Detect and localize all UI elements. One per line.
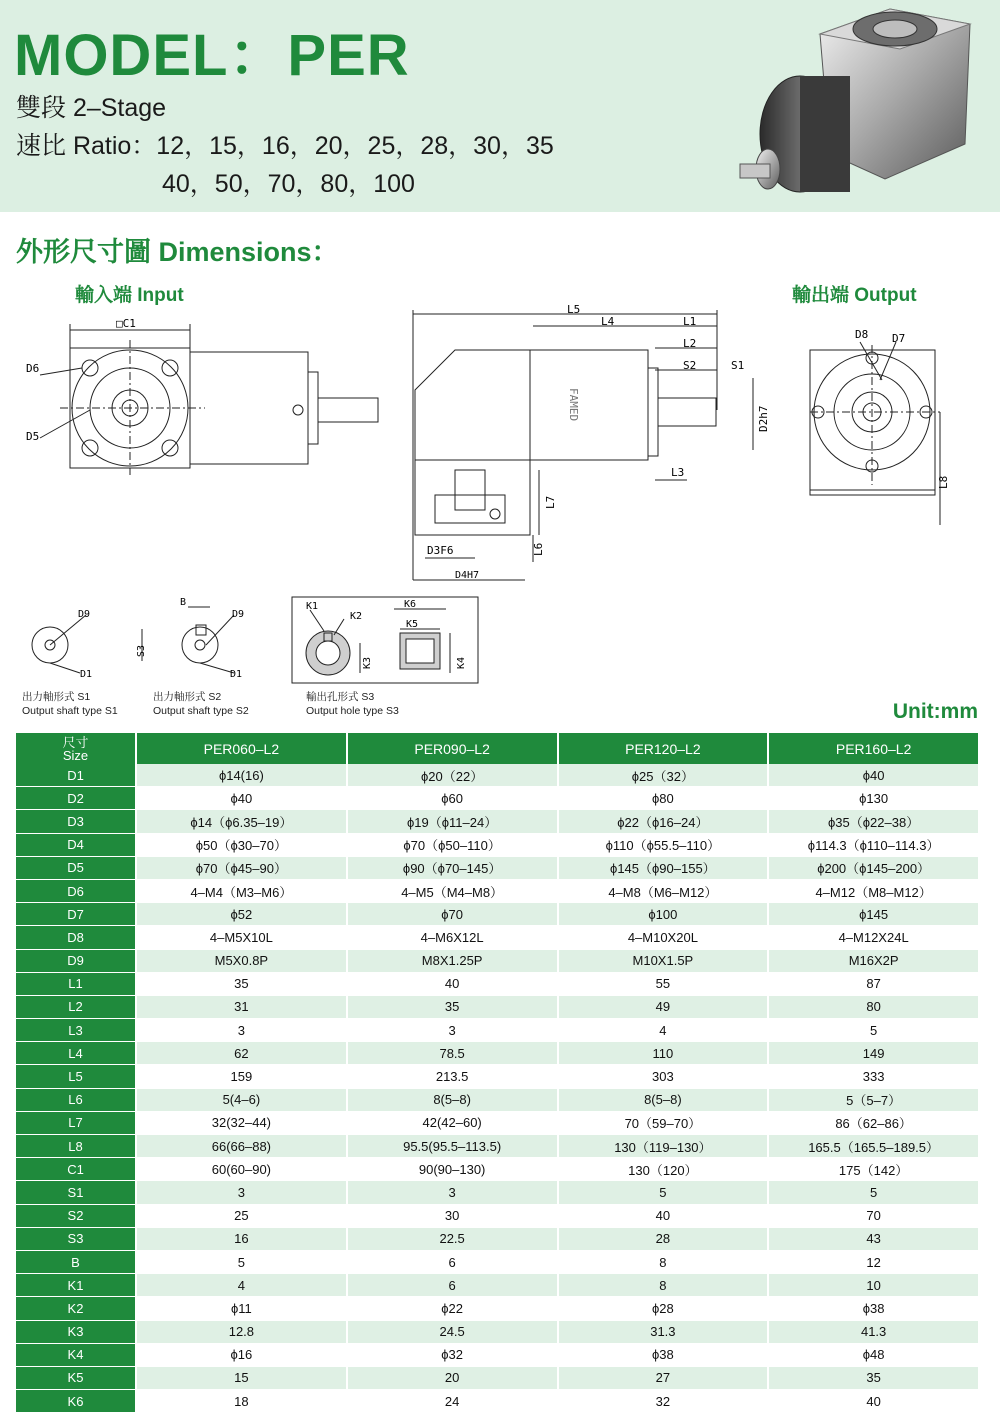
table-cell: ϕ19（ϕ11–24） <box>347 810 558 833</box>
table-cell: ϕ28 <box>558 1297 769 1320</box>
row-label: K5 <box>16 1366 136 1389</box>
table-cell: 87 <box>768 972 979 995</box>
table-cell: 159 <box>136 1065 347 1088</box>
table-cell: ϕ22（ϕ16–24） <box>558 810 769 833</box>
table-row <box>16 1181 979 1204</box>
label-d7: D7 <box>892 332 906 345</box>
table-cell: 149 <box>768 1042 979 1065</box>
model-title: MODEL：PER <box>14 23 410 88</box>
row-label: L2 <box>16 995 136 1018</box>
column-header-per160: PER160–L2 <box>768 733 979 764</box>
table-cell: 41.3 <box>768 1320 979 1343</box>
table-cell: 86（62–86） <box>768 1111 979 1134</box>
table-cell: 4–M12X24L <box>768 926 979 949</box>
row-label: D6 <box>16 879 136 902</box>
table-row <box>16 1135 979 1158</box>
row-label: L1 <box>16 972 136 995</box>
table-cell: 80 <box>768 995 979 1018</box>
table-cell: ϕ40 <box>768 764 979 787</box>
table-cell: 8(5–8) <box>347 1088 558 1111</box>
row-label: L5 <box>16 1065 136 1088</box>
table-cell: ϕ60 <box>347 787 558 810</box>
table-row <box>16 1158 979 1181</box>
table-cell: ϕ20（22） <box>347 764 558 787</box>
table-cell: M16X2P <box>768 949 979 972</box>
label-d5: D5 <box>26 430 40 443</box>
table-cell: 42(42–60) <box>347 1111 558 1134</box>
ratio-line-2: 40，50，70，80，100 <box>162 170 415 198</box>
table-cell: 303 <box>558 1065 769 1088</box>
shaft-type-drawings <box>20 595 490 685</box>
table-row <box>16 764 979 787</box>
table-row <box>16 903 979 926</box>
table-cell: M8X1.25P <box>347 949 558 972</box>
label-l8: L8 <box>937 475 950 489</box>
table-cell: 4 <box>136 1274 347 1297</box>
row-label: K2 <box>16 1297 136 1320</box>
table-cell: 31 <box>136 995 347 1018</box>
label-c1: □C1 <box>116 317 136 330</box>
table-cell: ϕ70（ϕ45–90） <box>136 856 347 879</box>
size-header-zh: 尺寸 <box>62 734 89 750</box>
table-cell: 24.5 <box>347 1320 558 1343</box>
shaft-type-s2-en: Output shaft type S2 <box>153 705 249 717</box>
table-cell: 16 <box>136 1227 347 1250</box>
table-cell: 40 <box>558 1204 769 1227</box>
label-k1: K1 <box>306 601 319 612</box>
table-cell: M10X1.5P <box>558 949 769 972</box>
label-s1-d9: D9 <box>78 609 91 620</box>
table-cell: ϕ22 <box>347 1297 558 1320</box>
dimensions-title: 外形尺寸圖 Dimensions： <box>16 237 339 267</box>
table-cell: ϕ11 <box>136 1297 347 1320</box>
table-body <box>16 764 979 1413</box>
table-cell: 15 <box>136 1366 347 1389</box>
table-cell: 55 <box>558 972 769 995</box>
shaft-type-s1-zh: 出力軸形式 S1 <box>22 691 91 703</box>
label-d2: D2h7 <box>757 405 770 432</box>
ratio-line-1: 速比 Ratio：12，15，16，20，25，28，30，35 <box>16 132 554 160</box>
table-cell: 130（120） <box>558 1158 769 1181</box>
table-cell: 4 <box>558 1019 769 1042</box>
row-label: K6 <box>16 1390 136 1413</box>
row-label: K3 <box>16 1320 136 1343</box>
output-end-drawing <box>800 320 980 550</box>
label-s1: S1 <box>731 359 745 372</box>
label-l5: L5 <box>567 303 581 316</box>
table-row <box>16 833 979 856</box>
table-cell: ϕ70 <box>347 903 558 926</box>
table-cell: ϕ25（32） <box>558 764 769 787</box>
row-label: L6 <box>16 1088 136 1111</box>
table-cell: 35 <box>347 995 558 1018</box>
table-cell: 4–M10X20L <box>558 926 769 949</box>
table-cell: 175（142） <box>768 1158 979 1181</box>
label-d6: D6 <box>26 362 40 375</box>
size-header-en: Size <box>62 747 89 763</box>
unit-label: Unit:mm <box>892 700 978 723</box>
label-d8: D8 <box>855 328 869 341</box>
table-cell: 10 <box>768 1274 979 1297</box>
table-cell: ϕ32 <box>347 1343 558 1366</box>
table-cell: 40 <box>347 972 558 995</box>
table-header-row <box>16 733 979 764</box>
table-row <box>16 1390 979 1413</box>
table-cell: 24 <box>347 1390 558 1413</box>
table-row <box>16 1227 979 1250</box>
table-cell: 3 <box>136 1181 347 1204</box>
table-cell: 5 <box>768 1181 979 1204</box>
column-header-per090: PER090–L2 <box>347 733 558 764</box>
table-cell: 110 <box>558 1042 769 1065</box>
table-cell: 5 <box>558 1181 769 1204</box>
table-cell: ϕ48 <box>768 1343 979 1366</box>
label-s3: S3 <box>136 644 147 657</box>
column-header-per060: PER060–L2 <box>136 733 347 764</box>
size-column-header <box>16 733 136 764</box>
table-cell: ϕ16 <box>136 1343 347 1366</box>
table-cell: ϕ52 <box>136 903 347 926</box>
input-view-label: 輸入端 Input <box>75 285 184 306</box>
table-cell: ϕ14（ϕ6.35–19） <box>136 810 347 833</box>
table-cell: 4–M8（M6–M12） <box>558 879 769 902</box>
label-s1-d1: D1 <box>80 669 93 680</box>
shaft-type-s1-en: Output shaft type S1 <box>22 705 118 717</box>
table-cell: M5X0.8P <box>136 949 347 972</box>
row-label: D3 <box>16 810 136 833</box>
table-row <box>16 810 979 833</box>
table-row <box>16 1320 979 1343</box>
row-label: D2 <box>16 787 136 810</box>
table-cell: 130（119–130） <box>558 1135 769 1158</box>
label-s2-d1: D1 <box>230 669 243 680</box>
table-cell: 70 <box>768 1204 979 1227</box>
table-cell: 4–M4（M3–M6） <box>136 879 347 902</box>
table-cell: ϕ35（ϕ22–38） <box>768 810 979 833</box>
table-row <box>16 1088 979 1111</box>
table-cell: 165.5（165.5–189.5） <box>768 1135 979 1158</box>
row-label: D8 <box>16 926 136 949</box>
table-cell: 22.5 <box>347 1227 558 1250</box>
table-row <box>16 879 979 902</box>
brand-mark: FAMED <box>567 388 580 422</box>
row-label: L4 <box>16 1042 136 1065</box>
label-l3: L3 <box>671 466 685 479</box>
table-cell: ϕ145（ϕ90–155） <box>558 856 769 879</box>
shaft-type-s2-caption <box>153 690 249 718</box>
table-row <box>16 995 979 1018</box>
table-cell: ϕ50（ϕ30–70） <box>136 833 347 856</box>
table-row <box>16 1065 979 1088</box>
label-k4: K4 <box>456 656 467 669</box>
table-cell: 8(5–8) <box>558 1088 769 1111</box>
row-label: D5 <box>16 856 136 879</box>
row-label: K1 <box>16 1274 136 1297</box>
shaft-type-s2-zh: 出力軸形式 S2 <box>153 691 222 703</box>
table-cell: 8 <box>558 1274 769 1297</box>
shaft-type-s3-caption <box>306 690 399 718</box>
table-row <box>16 1274 979 1297</box>
table-row <box>16 972 979 995</box>
table-cell: 28 <box>558 1227 769 1250</box>
shaft-type-s3-zh: 輸出孔形式 S3 <box>306 691 375 703</box>
table-cell: 27 <box>558 1366 769 1389</box>
shaft-type-s1-caption <box>22 690 118 718</box>
table-cell: 5（5–7） <box>768 1088 979 1111</box>
table-row <box>16 1297 979 1320</box>
table-cell: ϕ38 <box>558 1343 769 1366</box>
table-cell: 333 <box>768 1065 979 1088</box>
table-cell: 12 <box>768 1250 979 1273</box>
table-cell: ϕ200（ϕ145–200） <box>768 856 979 879</box>
gearbox-product-photo <box>720 4 996 210</box>
label-k6: K6 <box>404 599 417 610</box>
row-label: D7 <box>16 903 136 926</box>
label-l6: L6 <box>532 542 545 556</box>
label-d4: D4H7 <box>455 570 480 581</box>
table-cell: ϕ114.3（ϕ110–114.3） <box>768 833 979 856</box>
row-label: S3 <box>16 1227 136 1250</box>
label-s2: S2 <box>683 359 697 372</box>
output-view-label: 輸出端 Output <box>792 285 917 306</box>
shaft-type-s3-en: Output hole type S3 <box>306 705 399 717</box>
table-cell: 5 <box>768 1019 979 1042</box>
table-row <box>16 1366 979 1389</box>
table-cell: 4–M5X10L <box>136 926 347 949</box>
label-d3: D3F6 <box>427 544 454 557</box>
table-cell: 70（59–70） <box>558 1111 769 1134</box>
table-cell: 4–M5（M4–M8） <box>347 879 558 902</box>
table-cell: 78.5 <box>347 1042 558 1065</box>
row-label: C1 <box>16 1158 136 1181</box>
table-row <box>16 926 979 949</box>
label-l7: L7 <box>544 495 557 509</box>
table-row <box>16 1250 979 1273</box>
table-cell: 20 <box>347 1366 558 1389</box>
row-label: D9 <box>16 949 136 972</box>
table-row <box>16 949 979 972</box>
row-label: S1 <box>16 1181 136 1204</box>
table-cell: ϕ90（ϕ70–145） <box>347 856 558 879</box>
table-cell: ϕ40 <box>136 787 347 810</box>
table-cell: 12.8 <box>136 1320 347 1343</box>
row-label: D1 <box>16 764 136 787</box>
table-cell: ϕ70（ϕ50–110） <box>347 833 558 856</box>
table-cell: 213.5 <box>347 1065 558 1088</box>
table-cell: 31.3 <box>558 1320 769 1343</box>
table-cell: 66(66–88) <box>136 1135 347 1158</box>
table-cell: 5 <box>136 1250 347 1273</box>
label-l2: L2 <box>683 337 697 350</box>
table-cell: 90(90–130) <box>347 1158 558 1181</box>
table-cell: 3 <box>136 1019 347 1042</box>
column-header-per120: PER120–L2 <box>558 733 769 764</box>
table-cell: ϕ38 <box>768 1297 979 1320</box>
table-cell: 62 <box>136 1042 347 1065</box>
table-cell: 32 <box>558 1390 769 1413</box>
row-label: L7 <box>16 1111 136 1134</box>
table-cell: ϕ100 <box>558 903 769 926</box>
dimension-spec-table <box>16 733 980 1413</box>
table-cell: ϕ130 <box>768 787 979 810</box>
table-cell: 3 <box>347 1019 558 1042</box>
header-band <box>0 0 1000 212</box>
table-row <box>16 1019 979 1042</box>
table-row <box>16 856 979 879</box>
table-row <box>16 1343 979 1366</box>
table-cell: 43 <box>768 1227 979 1250</box>
table-cell: 25 <box>136 1204 347 1227</box>
row-label: K4 <box>16 1343 136 1366</box>
table-cell: 95.5(95.5–113.5) <box>347 1135 558 1158</box>
input-end-drawing <box>20 310 390 490</box>
side-view-drawing <box>405 300 775 590</box>
table-cell: 4–M6X12L <box>347 926 558 949</box>
table-cell: 49 <box>558 995 769 1018</box>
table-cell: 32(32–44) <box>136 1111 347 1134</box>
label-k5: K5 <box>406 619 419 630</box>
table-row <box>16 787 979 810</box>
row-label: L3 <box>16 1019 136 1042</box>
row-label: S2 <box>16 1204 136 1227</box>
label-s2-d9: D9 <box>232 609 245 620</box>
table-cell: 60(60–90) <box>136 1158 347 1181</box>
table-cell: 30 <box>347 1204 558 1227</box>
table-cell: 4–M12（M8–M12） <box>768 879 979 902</box>
row-label: L8 <box>16 1135 136 1158</box>
table-cell: 18 <box>136 1390 347 1413</box>
label-k2: K2 <box>350 611 363 622</box>
table-cell: 35 <box>136 972 347 995</box>
table-cell: 5(4–6) <box>136 1088 347 1111</box>
label-k3: K3 <box>362 656 373 669</box>
table-cell: 6 <box>347 1250 558 1273</box>
table-row <box>16 1111 979 1134</box>
label-l1: L1 <box>683 315 697 328</box>
table-row <box>16 1204 979 1227</box>
table-cell: 8 <box>558 1250 769 1273</box>
table-row <box>16 1042 979 1065</box>
table-cell: ϕ145 <box>768 903 979 926</box>
table-cell: ϕ14(16) <box>136 764 347 787</box>
label-l4: L4 <box>601 315 615 328</box>
row-label: B <box>16 1250 136 1273</box>
table-cell: 35 <box>768 1366 979 1389</box>
table-cell: 40 <box>768 1390 979 1413</box>
label-b: B <box>180 597 187 608</box>
stage-line: 雙段 2–Stage <box>16 94 167 122</box>
table-cell: 3 <box>347 1181 558 1204</box>
table-cell: 6 <box>347 1274 558 1297</box>
table-cell: ϕ80 <box>558 787 769 810</box>
table-cell: ϕ110（ϕ55.5–110） <box>558 833 769 856</box>
row-label: D4 <box>16 833 136 856</box>
